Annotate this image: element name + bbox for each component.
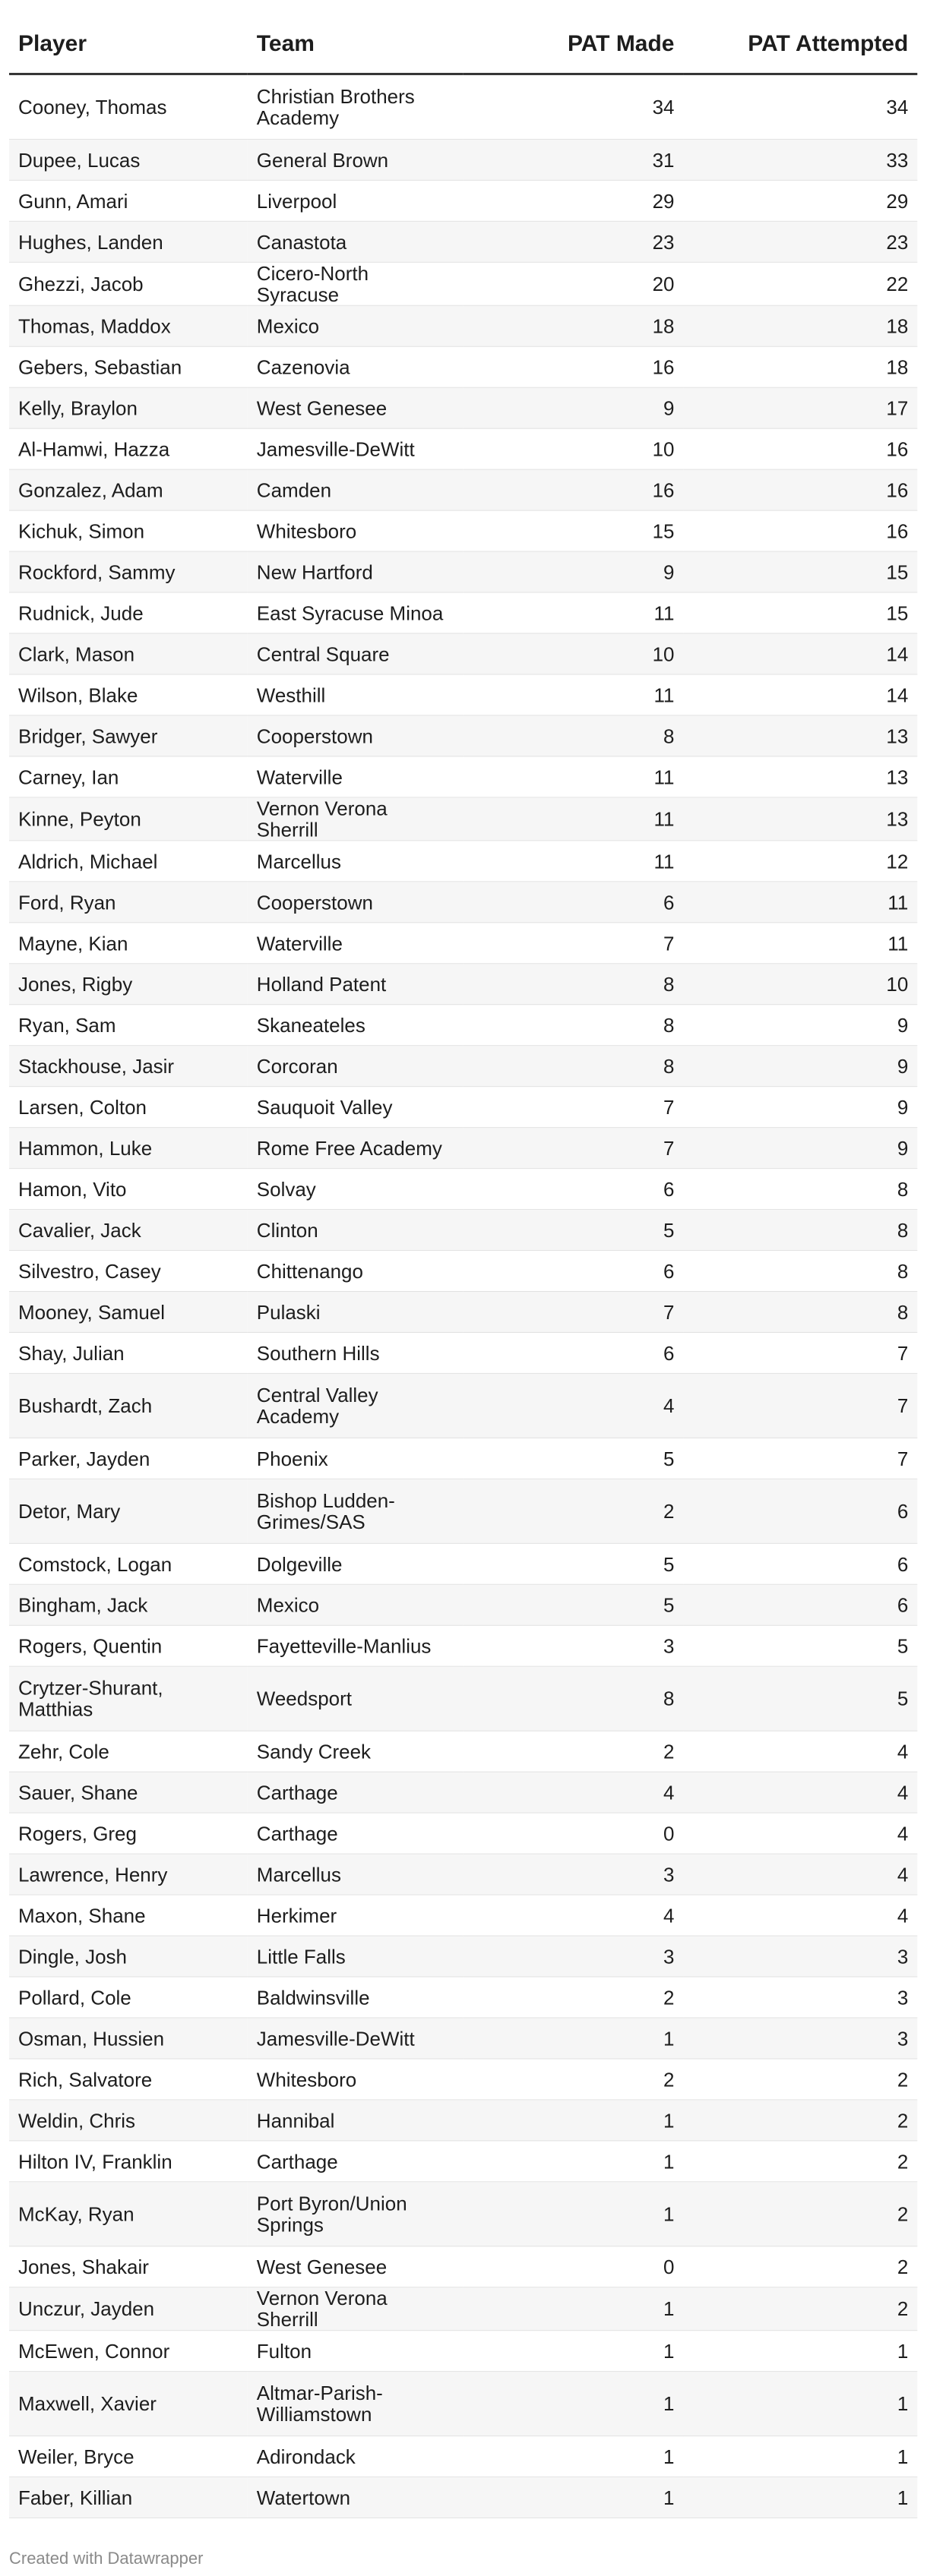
cell-team: Baldwinsville <box>248 1977 464 2018</box>
cell-team: Liverpool <box>248 180 464 221</box>
cell-pat-attempted: 10 <box>683 964 917 1005</box>
cell-pat-attempted: 16 <box>683 469 917 510</box>
cell-pat-attempted: 8 <box>683 1210 917 1251</box>
cell-team: Pulaski <box>248 1291 464 1332</box>
cell-pat-attempted: 3 <box>683 1977 917 2018</box>
cell-team: Vernon Verona Sherrill <box>248 2287 464 2331</box>
cell-player: Gebers, Sebastian <box>9 346 248 387</box>
table-row <box>9 1731 917 1772</box>
cell-pat-made: 16 <box>464 469 684 510</box>
table-row <box>9 387 917 428</box>
cell-pat-made: 5 <box>464 1438 684 1479</box>
cell-team: Mexico <box>248 305 464 346</box>
table-body <box>9 74 917 2518</box>
cell-team: Corcoran <box>248 1046 464 1087</box>
cell-pat-attempted: 15 <box>683 592 917 633</box>
cell-pat-attempted: 13 <box>683 756 917 797</box>
cell-pat-attempted: 11 <box>683 882 917 923</box>
table-row <box>9 2182 917 2246</box>
cell-pat-made: 1 <box>464 2287 684 2331</box>
cell-player: Dupee, Lucas <box>9 139 248 180</box>
table-row <box>9 2141 917 2182</box>
cell-player: Bingham, Jack <box>9 1584 248 1625</box>
cell-pat-attempted: 9 <box>683 1128 917 1169</box>
cell-pat-made: 1 <box>464 2436 684 2477</box>
cell-pat-attempted: 18 <box>683 305 917 346</box>
cell-team: Sandy Creek <box>248 1731 464 1772</box>
cell-pat-made: 1 <box>464 2372 684 2436</box>
header-team[interactable]: Team <box>248 15 464 74</box>
table-row <box>9 592 917 633</box>
table-row <box>9 2436 917 2477</box>
cell-pat-attempted: 16 <box>683 428 917 469</box>
cell-pat-attempted: 6 <box>683 1479 917 1543</box>
cell-pat-attempted: 15 <box>683 551 917 592</box>
header-pat-made[interactable]: PAT Made <box>464 15 684 74</box>
cell-team: Vernon Verona Sherrill <box>248 797 464 841</box>
cell-pat-made: 2 <box>464 1731 684 1772</box>
cell-pat-made: 11 <box>464 592 684 633</box>
cell-team: Rome Free Academy <box>248 1128 464 1169</box>
cell-player: Hughes, Landen <box>9 221 248 262</box>
cell-player: Detor, Mary <box>9 1479 248 1543</box>
table-row <box>9 2100 917 2141</box>
cell-player: Maxon, Shane <box>9 1895 248 1936</box>
table-row <box>9 221 917 262</box>
cell-pat-attempted: 22 <box>683 262 917 305</box>
cell-player: Mayne, Kian <box>9 923 248 964</box>
cell-player: Gonzalez, Adam <box>9 469 248 510</box>
table-row <box>9 1332 917 1373</box>
cell-pat-made: 10 <box>464 633 684 674</box>
table-row <box>9 510 917 551</box>
header-pat-attempted[interactable]: PAT Attempted <box>683 15 917 74</box>
cell-player: Thomas, Maddox <box>9 305 248 346</box>
cell-pat-attempted: 1 <box>683 2331 917 2372</box>
cell-player: Hammon, Luke <box>9 1128 248 1169</box>
table-row <box>9 1895 917 1936</box>
cell-pat-made: 2 <box>464 1479 684 1543</box>
table-row <box>9 1543 917 1584</box>
cell-player: Weldin, Chris <box>9 2100 248 2141</box>
cell-pat-attempted: 6 <box>683 1543 917 1584</box>
table-row <box>9 715 917 756</box>
cell-team: Cicero-North Syracuse <box>248 262 464 305</box>
table-row <box>9 1291 917 1332</box>
cell-team: Carthage <box>248 1772 464 1813</box>
cell-player: Ghezzi, Jacob <box>9 262 248 305</box>
cell-pat-attempted: 16 <box>683 510 917 551</box>
table-row <box>9 1977 917 2018</box>
cell-player: Parker, Jayden <box>9 1438 248 1479</box>
table-row <box>9 633 917 674</box>
table-row <box>9 1479 917 1543</box>
cell-pat-attempted: 2 <box>683 2182 917 2246</box>
table-row <box>9 841 917 882</box>
cell-pat-attempted: 14 <box>683 674 917 715</box>
table-row <box>9 139 917 180</box>
cell-pat-attempted: 9 <box>683 1005 917 1046</box>
cell-pat-made: 6 <box>464 1332 684 1373</box>
cell-team: Clinton <box>248 1210 464 1251</box>
cell-player: Cooney, Thomas <box>9 74 248 139</box>
cell-player: Shay, Julian <box>9 1332 248 1373</box>
cell-pat-made: 8 <box>464 1666 684 1731</box>
cell-team: Jamesville-DeWitt <box>248 2018 464 2059</box>
cell-player: Ryan, Sam <box>9 1005 248 1046</box>
table-row <box>9 1251 917 1292</box>
cell-player: Kelly, Braylon <box>9 387 248 428</box>
cell-team: Marcellus <box>248 1854 464 1895</box>
cell-pat-attempted: 9 <box>683 1087 917 1128</box>
table-row <box>9 674 917 715</box>
cell-team: Cooperstown <box>248 715 464 756</box>
cell-pat-attempted: 7 <box>683 1373 917 1438</box>
table-row <box>9 1625 917 1666</box>
cell-team: Camden <box>248 469 464 510</box>
cell-pat-attempted: 1 <box>683 2372 917 2436</box>
cell-pat-attempted: 3 <box>683 1936 917 1977</box>
table-row <box>9 1438 917 1479</box>
cell-pat-made: 7 <box>464 923 684 964</box>
table-row <box>9 1373 917 1438</box>
cell-team: Skaneateles <box>248 1005 464 1046</box>
cell-pat-made: 1 <box>464 2141 684 2182</box>
cell-player: Hilton IV, Franklin <box>9 2141 248 2182</box>
cell-pat-attempted: 1 <box>683 2477 917 2518</box>
table-row <box>9 2477 917 2518</box>
cell-player: Lawrence, Henry <box>9 1854 248 1895</box>
cell-pat-made: 23 <box>464 221 684 262</box>
cell-pat-made: 4 <box>464 1895 684 1936</box>
cell-pat-made: 8 <box>464 1046 684 1087</box>
cell-pat-attempted: 7 <box>683 1438 917 1479</box>
cell-team: Dolgeville <box>248 1543 464 1584</box>
cell-team: Central Valley Academy <box>248 1373 464 1438</box>
table-row <box>9 346 917 387</box>
cell-pat-attempted: 6 <box>683 1584 917 1625</box>
cell-pat-made: 10 <box>464 428 684 469</box>
cell-team: General Brown <box>248 139 464 180</box>
table-row <box>9 2287 917 2331</box>
cell-player: Mooney, Samuel <box>9 1291 248 1332</box>
cell-pat-attempted: 13 <box>683 715 917 756</box>
cell-pat-attempted: 4 <box>683 1772 917 1813</box>
cell-team: Cooperstown <box>248 882 464 923</box>
table-row <box>9 1169 917 1210</box>
cell-pat-made: 6 <box>464 882 684 923</box>
cell-pat-made: 4 <box>464 1772 684 1813</box>
table-row <box>9 797 917 841</box>
cell-team: Holland Patent <box>248 964 464 1005</box>
cell-team: Watertown <box>248 2477 464 2518</box>
cell-team: Adirondack <box>248 2436 464 2477</box>
cell-pat-made: 11 <box>464 674 684 715</box>
cell-pat-made: 0 <box>464 1813 684 1854</box>
cell-player: Silvestro, Casey <box>9 1251 248 1292</box>
cell-pat-made: 1 <box>464 2018 684 2059</box>
cell-pat-attempted: 2 <box>683 2287 917 2331</box>
cell-team: Bishop Ludden-Grimes/SAS <box>248 1479 464 1543</box>
cell-team: Solvay <box>248 1169 464 1210</box>
datawrapper-credit: Created with Datawrapper <box>8 2549 204 2568</box>
table-row <box>9 1772 917 1813</box>
table-row <box>9 882 917 923</box>
cell-pat-attempted: 17 <box>683 387 917 428</box>
cell-player: Stackhouse, Jasir <box>9 1046 248 1087</box>
cell-player: McEwen, Connor <box>9 2331 248 2372</box>
cell-pat-made: 7 <box>464 1128 684 1169</box>
cell-pat-attempted: 12 <box>683 841 917 882</box>
table-row <box>9 2018 917 2059</box>
cell-player: Sauer, Shane <box>9 1772 248 1813</box>
table-row <box>9 923 917 964</box>
cell-player: Gunn, Amari <box>9 180 248 221</box>
cell-player: Dingle, Josh <box>9 1936 248 1977</box>
cell-pat-made: 16 <box>464 346 684 387</box>
cell-pat-attempted: 34 <box>683 74 917 139</box>
cell-pat-made: 31 <box>464 139 684 180</box>
cell-player: Cavalier, Jack <box>9 1210 248 1251</box>
cell-player: Al-Hamwi, Hazza <box>9 428 248 469</box>
cell-team: Waterville <box>248 923 464 964</box>
cell-team: Phoenix <box>248 1438 464 1479</box>
table-header <box>9 15 917 74</box>
cell-pat-attempted: 4 <box>683 1813 917 1854</box>
table-row <box>9 2246 917 2287</box>
table-row <box>9 262 917 305</box>
cell-team: West Genesee <box>248 2246 464 2287</box>
cell-pat-attempted: 2 <box>683 2246 917 2287</box>
cell-player: Clark, Mason <box>9 633 248 674</box>
cell-pat-attempted: 9 <box>683 1046 917 1087</box>
cell-pat-made: 15 <box>464 510 684 551</box>
cell-pat-attempted: 2 <box>683 2100 917 2141</box>
cell-player: Rockford, Sammy <box>9 551 248 592</box>
cell-pat-made: 0 <box>464 2246 684 2287</box>
cell-player: Carney, Ian <box>9 756 248 797</box>
table-row <box>9 756 917 797</box>
table-row <box>9 180 917 221</box>
cell-player: Wilson, Blake <box>9 674 248 715</box>
cell-team: New Hartford <box>248 551 464 592</box>
cell-player: Maxwell, Xavier <box>9 2372 248 2436</box>
header-player[interactable]: Player <box>9 15 248 74</box>
cell-player: Weiler, Bryce <box>9 2436 248 2477</box>
cell-team: Fayetteville-Manlius <box>248 1625 464 1666</box>
cell-team: Sauquoit Valley <box>248 1087 464 1128</box>
table-row <box>9 1584 917 1625</box>
cell-pat-made: 18 <box>464 305 684 346</box>
table-row <box>9 469 917 510</box>
cell-player: Rogers, Quentin <box>9 1625 248 1666</box>
table-row <box>9 1854 917 1895</box>
cell-pat-made: 9 <box>464 387 684 428</box>
cell-pat-made: 7 <box>464 1087 684 1128</box>
cell-player: Hamon, Vito <box>9 1169 248 1210</box>
table-row <box>9 1005 917 1046</box>
cell-pat-attempted: 29 <box>683 180 917 221</box>
cell-player: Jones, Shakair <box>9 2246 248 2287</box>
cell-pat-made: 1 <box>464 2331 684 2372</box>
cell-pat-made: 2 <box>464 1977 684 2018</box>
cell-pat-attempted: 2 <box>683 2059 917 2100</box>
cell-pat-made: 1 <box>464 2100 684 2141</box>
cell-pat-made: 5 <box>464 1543 684 1584</box>
cell-team: Waterville <box>248 756 464 797</box>
table-row <box>9 1813 917 1854</box>
cell-pat-attempted: 5 <box>683 1625 917 1666</box>
cell-pat-made: 1 <box>464 2477 684 2518</box>
table-row <box>9 305 917 346</box>
table-row <box>9 2059 917 2100</box>
cell-team: Christian Brothers Academy <box>248 74 464 139</box>
cell-player: Pollard, Cole <box>9 1977 248 2018</box>
cell-pat-made: 29 <box>464 180 684 221</box>
cell-pat-attempted: 11 <box>683 923 917 964</box>
cell-player: Unczur, Jayden <box>9 2287 248 2331</box>
cell-team: Marcellus <box>248 841 464 882</box>
cell-pat-made: 34 <box>464 74 684 139</box>
cell-pat-attempted: 33 <box>683 139 917 180</box>
cell-pat-made: 5 <box>464 1584 684 1625</box>
cell-pat-made: 11 <box>464 797 684 841</box>
cell-player: Kinne, Peyton <box>9 797 248 841</box>
cell-player: Ford, Ryan <box>9 882 248 923</box>
cell-team: Little Falls <box>248 1936 464 1977</box>
cell-pat-made: 6 <box>464 1169 684 1210</box>
table-row <box>9 964 917 1005</box>
header-row <box>9 15 917 74</box>
cell-player: Rich, Salvatore <box>9 2059 248 2100</box>
table-row <box>9 1210 917 1251</box>
cell-team: East Syracuse Minoa <box>248 592 464 633</box>
table-row <box>9 1087 917 1128</box>
cell-pat-made: 5 <box>464 1210 684 1251</box>
cell-pat-attempted: 13 <box>683 797 917 841</box>
table-row <box>9 551 917 592</box>
cell-pat-made: 11 <box>464 841 684 882</box>
cell-pat-attempted: 3 <box>683 2018 917 2059</box>
cell-player: Zehr, Cole <box>9 1731 248 1772</box>
table-row <box>9 1128 917 1169</box>
cell-pat-made: 6 <box>464 1251 684 1292</box>
cell-pat-attempted: 8 <box>683 1291 917 1332</box>
cell-player: McKay, Ryan <box>9 2182 248 2246</box>
cell-team: Whitesboro <box>248 510 464 551</box>
cell-team: Central Square <box>248 633 464 674</box>
cell-team: Weedsport <box>248 1666 464 1731</box>
cell-team: Chittenango <box>248 1251 464 1292</box>
cell-team: Cazenovia <box>248 346 464 387</box>
cell-pat-made: 1 <box>464 2182 684 2246</box>
cell-team: Herkimer <box>248 1895 464 1936</box>
table-row <box>9 2331 917 2372</box>
cell-pat-attempted: 18 <box>683 346 917 387</box>
cell-pat-attempted: 2 <box>683 2141 917 2182</box>
table-row <box>9 1936 917 1977</box>
cell-pat-made: 9 <box>464 551 684 592</box>
cell-team: Whitesboro <box>248 2059 464 2100</box>
cell-player: Comstock, Logan <box>9 1543 248 1584</box>
cell-team: Altmar-Parish-Williamstown <box>248 2372 464 2436</box>
cell-player: Crytzer-Shurant, Matthias <box>9 1666 248 1731</box>
cell-pat-made: 3 <box>464 1625 684 1666</box>
cell-team: Canastota <box>248 221 464 262</box>
table-row <box>9 1046 917 1087</box>
cell-player: Faber, Killian <box>9 2477 248 2518</box>
cell-player: Bridger, Sawyer <box>9 715 248 756</box>
cell-team: Westhill <box>248 674 464 715</box>
table-row <box>9 1666 917 1731</box>
cell-player: Rogers, Greg <box>9 1813 248 1854</box>
cell-pat-attempted: 4 <box>683 1854 917 1895</box>
cell-pat-made: 20 <box>464 262 684 305</box>
table-row <box>9 74 917 139</box>
cell-pat-attempted: 7 <box>683 1332 917 1373</box>
cell-player: Bushardt, Zach <box>9 1373 248 1438</box>
cell-pat-made: 8 <box>464 1005 684 1046</box>
cell-pat-attempted: 4 <box>683 1895 917 1936</box>
cell-team: Hannibal <box>248 2100 464 2141</box>
cell-team: Port Byron/Union Springs <box>248 2182 464 2246</box>
cell-pat-made: 3 <box>464 1936 684 1977</box>
cell-team: Mexico <box>248 1584 464 1625</box>
cell-pat-made: 7 <box>464 1291 684 1332</box>
table-row <box>9 428 917 469</box>
cell-team: Carthage <box>248 2141 464 2182</box>
cell-pat-made: 8 <box>464 715 684 756</box>
cell-player: Rudnick, Jude <box>9 592 248 633</box>
cell-pat-attempted: 4 <box>683 1731 917 1772</box>
table-row <box>9 2372 917 2436</box>
cell-pat-made: 11 <box>464 756 684 797</box>
cell-pat-made: 8 <box>464 964 684 1005</box>
cell-team: Southern Hills <box>248 1332 464 1373</box>
cell-pat-attempted: 8 <box>683 1169 917 1210</box>
cell-pat-attempted: 8 <box>683 1251 917 1292</box>
cell-pat-made: 4 <box>464 1373 684 1438</box>
cell-pat-made: 3 <box>464 1854 684 1895</box>
cell-team: Jamesville-DeWitt <box>248 428 464 469</box>
cell-pat-attempted: 23 <box>683 221 917 262</box>
cell-pat-made: 2 <box>464 2059 684 2100</box>
cell-player: Aldrich, Michael <box>9 841 248 882</box>
cell-pat-attempted: 14 <box>683 633 917 674</box>
cell-team: West Genesee <box>248 387 464 428</box>
cell-team: Fulton <box>248 2331 464 2372</box>
cell-pat-attempted: 5 <box>683 1666 917 1731</box>
cell-player: Jones, Rigby <box>9 964 248 1005</box>
cell-player: Osman, Hussien <box>9 2018 248 2059</box>
cell-player: Kichuk, Simon <box>9 510 248 551</box>
cell-player: Larsen, Colton <box>9 1087 248 1128</box>
cell-pat-attempted: 1 <box>683 2436 917 2477</box>
cell-team: Carthage <box>248 1813 464 1854</box>
data-table <box>9 15 917 2518</box>
